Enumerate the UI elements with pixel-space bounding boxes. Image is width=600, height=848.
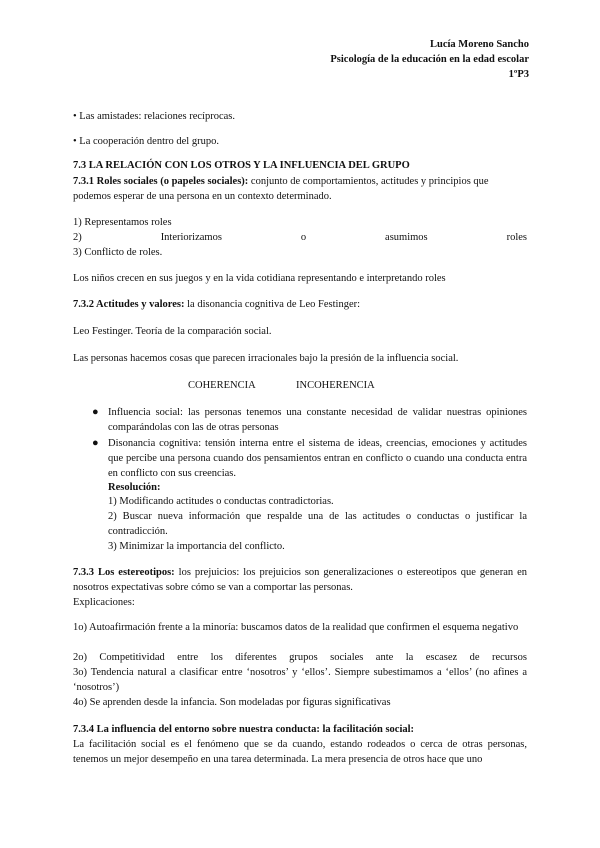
resolution-2: 2) Buscar nueva información que respalde una de las actitudes o conductas o justificar la contradicción. <box>108 511 527 537</box>
section-title: 7.3 LA RELACIÓN CON LOS OTROS Y LA INFLUENCIA DEL GRUPO <box>73 160 410 171</box>
incoherencia-label: INCOHERENCIA <box>296 380 375 391</box>
header-course: Psicología de la educación en la edad escolar <box>330 54 529 65</box>
irrational-line: Las personas hacemos cosas que parecen irracionales bajo la presión de la influencia social. <box>73 353 459 364</box>
header-group: 1ºP3 <box>508 69 529 80</box>
coherencia-label: COHERENCIA <box>188 380 256 391</box>
attitudes-heading-bold: 7.3.2 Actitudes y valores: <box>73 299 185 310</box>
word: roles <box>506 232 527 243</box>
word: o <box>300 232 307 243</box>
word: diferentes <box>235 652 277 663</box>
explanation-1: 1o) Autoafirmación frente a la minoría: buscamos datos de la realidad que confirmen el esquema negativo <box>73 622 519 633</box>
stereotypes-paragraph <box>73 565 527 595</box>
stereotypes-text: los prejuicios: los prejuicios son generalizaciones o estereotipos que generan en nosotros expectativas sobre cómo se van a comportar las personas. <box>73 567 527 593</box>
word: 2) <box>73 232 82 243</box>
word: grupos <box>289 652 318 663</box>
attitudes-heading <box>73 297 360 312</box>
resolution-heading: Resolución: <box>108 482 161 493</box>
explanation-4: 4o) Se aprenden desde la infancia. Son modeladas por figuras significativas <box>73 697 391 708</box>
roles-heading-text: conjunto de comportamientos, actitudes y principios que <box>248 176 489 187</box>
roles-list-3: 3) Conflicto de roles. <box>73 247 163 258</box>
roles-heading-bold: 7.3.1 Roles sociales (o papeles sociales): <box>73 176 249 187</box>
word: entre <box>177 652 199 663</box>
roles-heading <box>73 174 489 189</box>
explanations-label: Explicaciones: <box>73 597 135 608</box>
word: escasez <box>425 652 458 663</box>
resolution-1: 1) Modificando actitudes o conductas contradictorias. <box>108 496 334 507</box>
word: Interiorizamos <box>160 232 222 243</box>
roles-list-1: 1) Representamos roles <box>73 217 172 228</box>
word: 2o) <box>73 652 87 663</box>
intro-bullet-2: • La cooperación dentro del grupo. <box>73 136 219 147</box>
word: los <box>210 652 223 663</box>
stereotypes-heading-bold: 7.3.3 Los estereotipos: <box>73 567 175 578</box>
word: de <box>469 652 480 663</box>
intro-bullet-1: • Las amistades: relaciones recíprocas. <box>73 111 235 122</box>
kids-paragraph: Los niños crecen en sus juegos y en la vida cotidiana representando e interpretando roles <box>73 273 446 284</box>
word: Competitividad <box>99 652 165 663</box>
bullet-dissonance: Disonancia cognitiva: tensión interna entre el sistema de ideas, creencias, emociones y actitudes que percibe una persona cuando dos pensamientos entran en conflicto o cuando una conducta entra en conflicto con sus creencias. <box>108 438 527 479</box>
explanation-3: 3o) Tendencia natural a clasificar entre ‘nosotros’ y ‘ellos’. Siempre subestimamos a ‘ellos’ (no afines a ‘nosotros’) <box>73 667 527 693</box>
word: recursos <box>491 652 527 663</box>
roles-heading-line2: podemos esperar de una persona en un contexto determinado. <box>73 191 332 202</box>
explanation-2 <box>73 650 527 665</box>
environment-heading: 7.3.4 La influencia del entorno sobre nuestra conducta: la facilitación social: <box>73 724 415 735</box>
word: ante <box>375 652 394 663</box>
bullet-dot: ● <box>92 406 99 418</box>
word: sociales <box>330 652 364 663</box>
bullet-social-influence: Influencia social: las personas tenemos una constante necesidad de validar nuestras opiniones comparándolas con las de otras personas <box>108 407 527 433</box>
word: la <box>405 652 414 663</box>
resolution-3: 3) Minimizar la importancia del conflicto. <box>108 541 285 552</box>
facilitation-paragraph: La facilitación social es el fenómeno que se da cuando, estando rodeados o cerca de otras personas, tenemos un mejor desempeño en una tarea determinada. La mera presencia de otros hace que uno <box>73 739 527 765</box>
roles-list-2 <box>73 230 527 245</box>
bullet-dot: ● <box>92 437 99 449</box>
festinger-line: Leo Festinger. Teoría de la comparación social. <box>73 326 272 337</box>
attitudes-heading-text: la disonancia cognitiva de Leo Festinger: <box>184 299 361 310</box>
word: asumimos <box>385 232 428 243</box>
header-author: Lucía Moreno Sancho <box>430 39 529 50</box>
